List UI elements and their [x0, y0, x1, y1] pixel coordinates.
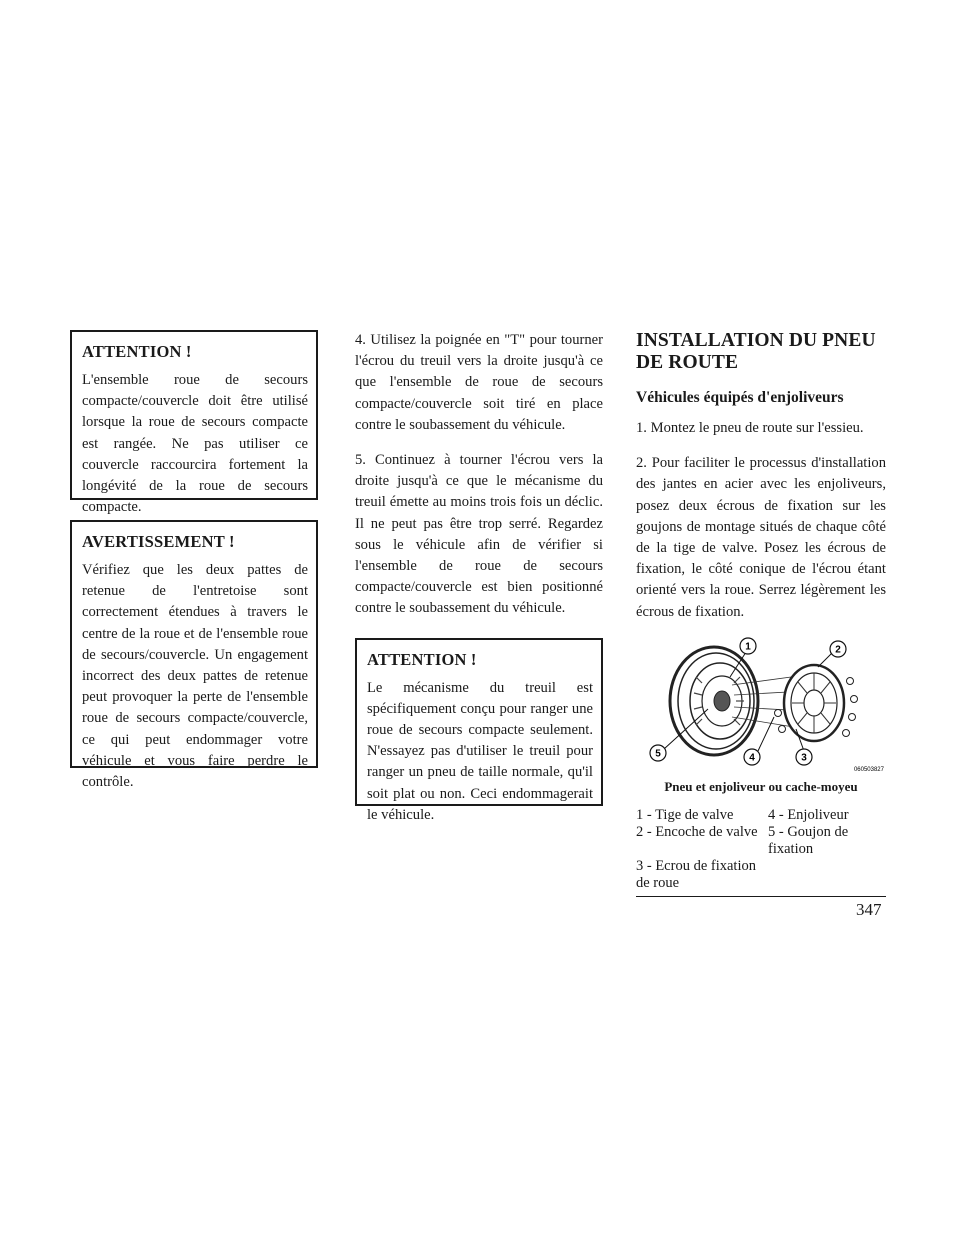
legend-item: 2 - Encoche de valve	[636, 823, 758, 840]
column-middle	[355, 330, 603, 823]
step-4-text: 4. Utilisez la poignée en "T" pour tourner l'écrou du treuil vers la droite jusqu'à ce que l'ensemble de roue de secours compacte/couvercle soit tiré en place contre le soubassement du véhicule.	[355, 332, 603, 433]
warning-text: Vérifiez que les deux pattes de retenue de l'entretoise sont correctement étendues à travers le centre de la roue et de l'ensemble roue de secours/couvercle. Un engagement incorrect des deux pattes de retenue peut provoquer la perte de l'ensemble roue de secours compacte/couvercle, ce qui peut endommager votre véhicule et vous faire perdre le contrôle.	[82, 562, 308, 791]
legend-item: 1 - Tige de valve	[636, 806, 734, 823]
column-left	[70, 330, 318, 791]
figure-legend	[636, 807, 886, 897]
subsection-title: Véhicules équipés d'enjoliveurs	[636, 389, 844, 406]
legend-item: 5 - Goujon de fixation	[768, 823, 849, 857]
callout-1-label: 1	[745, 641, 751, 653]
section-title: INSTALLATION DU PNEU DE ROUTE	[636, 330, 876, 373]
figure-code: 0605038​27	[853, 766, 884, 773]
figure-caption: Pneu et enjoliveur ou cache-moyeu	[664, 778, 858, 794]
wheel-diagram	[636, 637, 886, 773]
wheel-hubcap-illustration	[636, 637, 886, 773]
attention-title: ATTENTION !	[82, 342, 192, 361]
step-5-text: 5. Continuez à tourner l'écrou vers la droite jusqu'à ce que le mécanisme du treuil émette au moins trois fois un déclic. Il ne peut pas être trop serré. Regardez sous le véhicule afin de vérifier si l'ensemble de roue de secours compacte/couvercle est bien positionné contre le soubassement du véhicule.	[355, 452, 603, 617]
attention-box	[70, 330, 318, 516]
attention-title: ATTENTION !	[367, 649, 477, 669]
warning-box	[70, 520, 318, 791]
attention-text: Le mécanisme du treuil est spécifiquement conçu pour ranger une roue de secours compacte seulement. N'essayez pas d'utiliser le treuil pour ranger un pneu de taille normale, qu'il soit plat ou non. Ceci endommagerait le véhicule.	[367, 679, 593, 823]
column-right	[636, 330, 886, 897]
legend-item	[768, 858, 886, 892]
attention-box-winch	[355, 638, 603, 823]
callout-2-label: 2	[835, 644, 841, 656]
callout-4-label: 4	[749, 752, 755, 764]
callout-3-label: 3	[801, 752, 807, 764]
callout-5-label: 5	[655, 748, 661, 760]
warning-title: AVERTISSEMENT !	[82, 532, 235, 551]
step-1-text: 1. Montez le pneu de route sur l'essieu.	[636, 420, 864, 436]
page-number: 347	[856, 900, 882, 919]
attention-text: L'ensemble roue de secours compacte/couvercle doit être utilisé lorsque la roue de secours compacte est rangée. Ne pas utiliser ce couvercle raccourcira fortement la longévité de la roue de secours compacte.	[82, 372, 308, 516]
legend-item: 4 - Enjoliveur	[768, 806, 849, 823]
legend-item: 3 - Ecrou de fixation de roue	[636, 857, 756, 891]
step-2-text: 2. Pour faciliter le processus d'installation des jantes en acier avec les enjoliveurs, posez deux écrous de fixation sur les goujons de montage situés de chaque côté de la tige de valve. Posez les écrous de fixation, le côté conique de l'écrou étant orienté vers la roue. Serrez légèrement les écrous de fixation.	[636, 455, 886, 620]
